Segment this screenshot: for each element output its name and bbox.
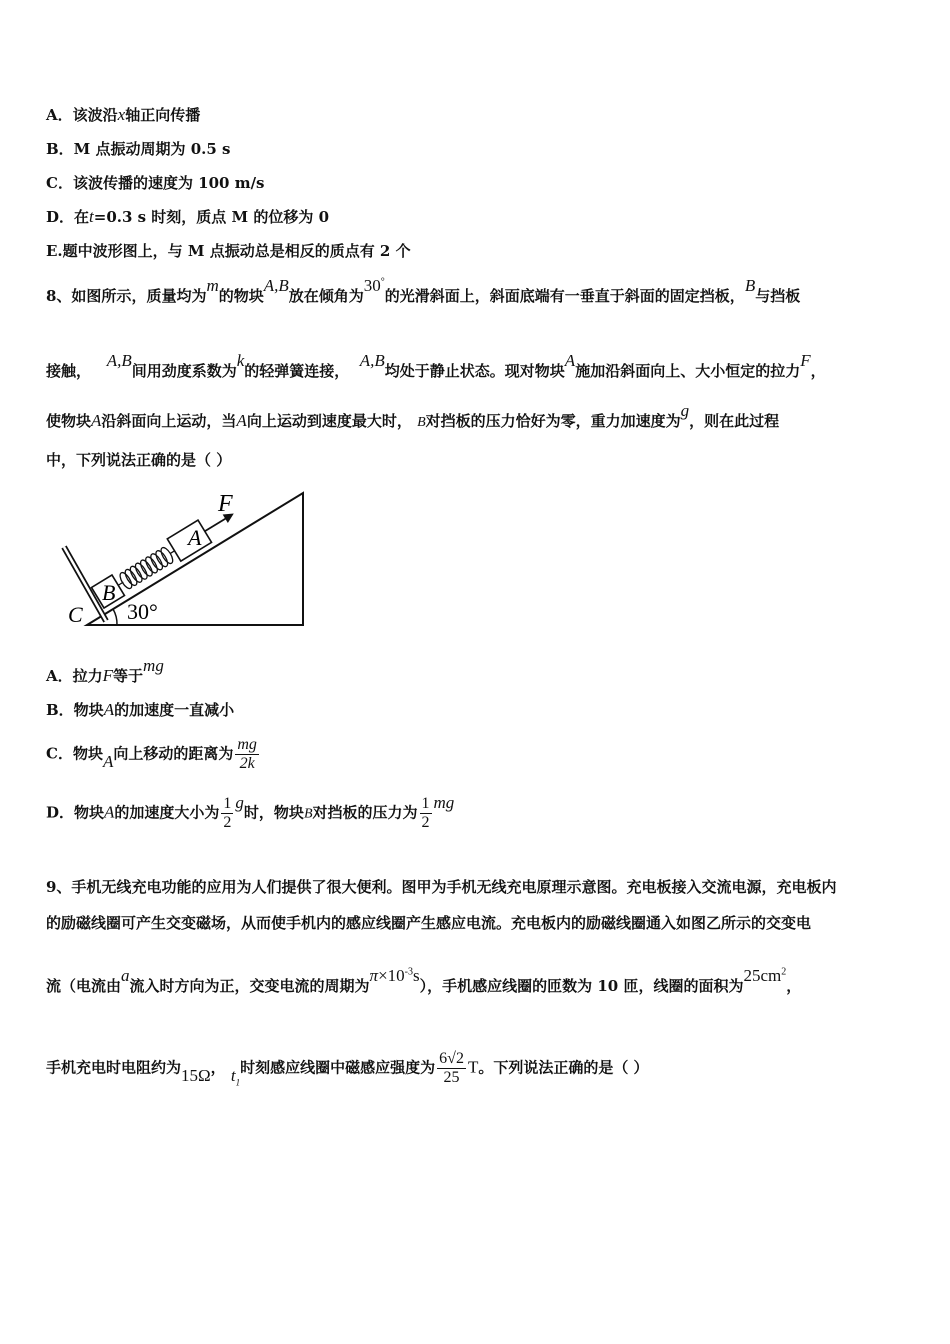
label-c: C — [68, 602, 83, 627]
q9-stem-line3: 流（电流由a流入时方向为正，交变电流的周期为$\pi\times 10^{-3}s$），手机感应线圈的匝数为 10 匝，线圈的面积为$25cm^2$， — [46, 966, 802, 995]
q8-option-b: B．物块A的加速度一直减小 — [46, 700, 235, 719]
q8-option-c: C．物块A向上移动的距离为 $\frac{mg}{2k}$ — [46, 736, 257, 772]
q7-option-a: A．该波沿x轴正向传播 — [46, 105, 201, 124]
q9-stem-line2: 的励磁线圈可产生交变磁场，从而使手机内的感应线圈产生感应电流。充电板内的励磁线圈通入如图乙所示的交变电 — [46, 914, 812, 932]
q8-option-d: D．物块A的加速度大小为 $\frac{1}{2}$ g时，物块B对挡板的压力为 $\frac{1}{2}$ mg — [46, 792, 455, 831]
q8-stem-line3: 使物块A沿斜面向上运动，当A向上运动到速度最大时， B对挡板的压力恰好为零，重力加速度为g，则在此过程 — [46, 401, 780, 430]
q9-stem-line1: 9、手机无线充电功能的应用为人们提供了很大便利。图甲为手机无线充电原理示意图。充电板接入交流电源，充电板内 — [46, 878, 837, 896]
q8-incline-figure — [60, 485, 310, 630]
q8-stem-line2: 接触， A,B间用劲度系数为k的轻弹簧连接， A,B均处于静止状态。现对物块A施加沿斜面向上、大小恒定的拉力F， — [46, 351, 826, 380]
q7-option-b: B．M 点振动周期为 0.5 s — [46, 140, 231, 158]
q9-stem-line4: 手机充电时电阻约为15Ω， $t_1$时刻感应线圈中磁感应强度为 $\frac{6√2}{25}$ T。下列说法正确的是（ ） — [46, 1050, 649, 1087]
spring — [114, 543, 180, 593]
angle-arc — [113, 609, 117, 625]
label-a: A — [188, 525, 202, 550]
q8-stem-line4: 中，下列说法正确的是（ ） — [46, 451, 232, 469]
label-angle: 30° — [127, 599, 158, 624]
q7-option-e: E.题中波形图上，与 M 点振动总是相反的质点有 2 个 — [46, 242, 411, 260]
label-b: B — [102, 580, 116, 605]
q7-option-d: D．在t=0.3 s 时刻，质点 M 的位移为 0 — [46, 207, 330, 226]
q7-option-c: C．该波传播的速度为 100 m/s — [46, 174, 265, 192]
q8-stem-line1: 8、如图所示，质量均为m的物块A,B放在倾角为30°的光滑斜面上，斜面底端有一垂直于斜面的固定挡板，B与挡板 — [46, 276, 801, 305]
label-f: F — [218, 491, 233, 517]
q8-option-a: A．拉力F等于mg — [46, 656, 164, 685]
incline-triangle — [87, 493, 303, 625]
